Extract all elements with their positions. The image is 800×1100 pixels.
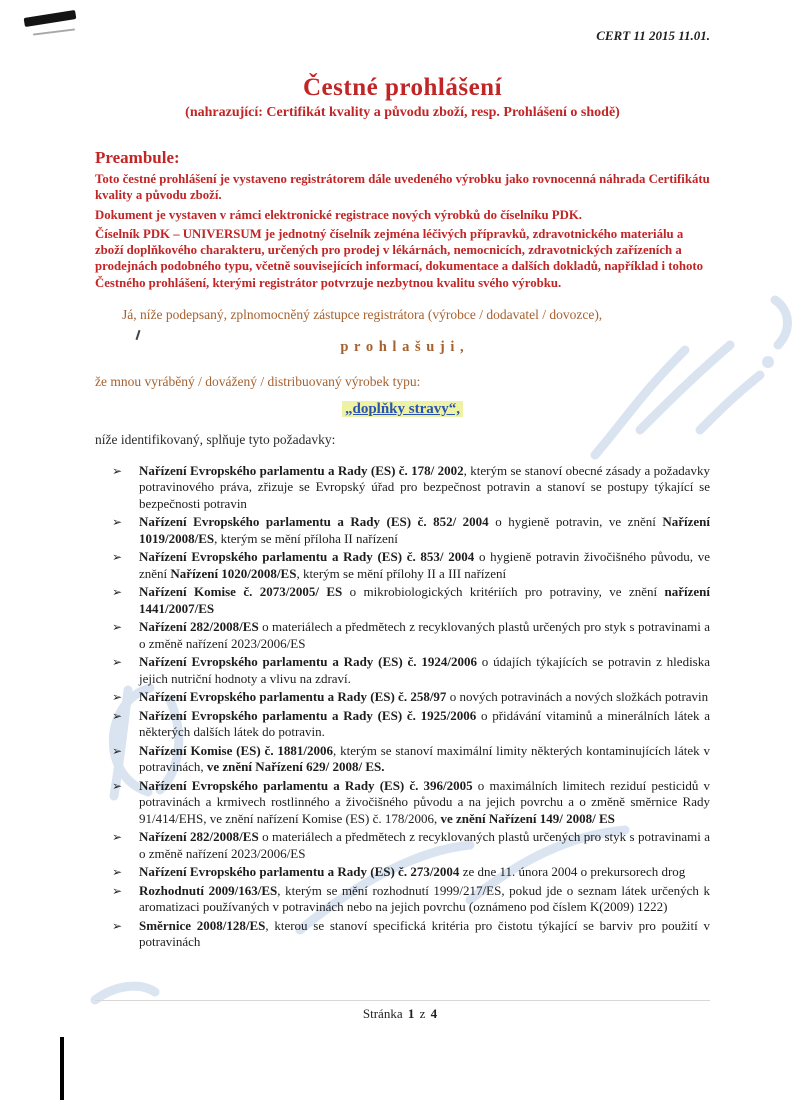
scan-artifact-bottom-left	[60, 1037, 64, 1100]
document-subtitle: (nahrazující: Certifikát kvality a původu zboží, resp. Prohlášení o shodě)	[185, 105, 620, 120]
bullet-arrow-icon: ➢	[112, 918, 123, 933]
footer-separator-text: z	[419, 1006, 426, 1021]
footer-total-pages: 4	[430, 1006, 438, 1021]
requirement-text: Nařízení Evropského parlamentu a Rady (ES) č. 1925/2006 o přidávání vitaminů a minerálních látek a některých dalších látek do potravin.	[139, 707, 711, 740]
bullet-arrow-icon: ➢	[112, 743, 123, 758]
requirement-text: Nařízení Evropského parlamentu a Rady (ES) č. 396/2005 o maximálních limitech reziduí pesticidů v potravinách a krmivech rostlinného a živočišného původu a na jejich povrchu a o změně směrnice Rady 91/414/EHS, ve znění nařízení Komise (ES) č. 178/2006, ve znění Nařízení 149/ 2008/ ES	[139, 777, 711, 826]
requirement-text: Směrnice 2008/128/ES, kterou se stanoví specifická kritéria pro čistotu týkající se barviv pro použití v potravinách	[139, 917, 711, 950]
preamble-paragraph-3: Číselník PDK – UNIVERSUM je jednotný číselník zejména léčivých přípravků, zdravotnického materiálu a zboží doplňkového charakteru, určených pro prodej v lékárnách, nemocnicích, zdravotnických zařízeních a prodejnách podobného typu, včetně souvisejících informací, dokumentace a dalších dokladů, například i tohoto Čestného prohlášení, kterými registrátor potvrzuje nezbytnou kvalitu svého výrobku.	[95, 226, 704, 290]
requirement-item	[112, 708, 710, 741]
bullet-arrow-icon: ➢	[112, 883, 123, 898]
requirements-intro: níže identifikovaný, splňuje tyto požadavky:	[95, 431, 336, 447]
requirements-list	[95, 463, 710, 951]
requirement-item	[112, 584, 710, 617]
footer-label: Stránka	[362, 1006, 403, 1021]
bullet-arrow-icon: ➢	[112, 708, 123, 723]
requirement-text: Nařízení Evropského parlamentu a Rady (ES) č. 853/ 2004 o hygieně potravin živočišného původu, ve znění Nařízení 1020/2008/ES, kterým se mění přílohy II a III nařízení	[139, 549, 711, 581]
requirement-item	[112, 743, 710, 776]
requirement-item	[112, 883, 710, 916]
bullet-arrow-icon: ➢	[112, 620, 123, 635]
bullet-arrow-icon: ➢	[112, 778, 123, 793]
document-title: Čestné prohlášení	[302, 74, 503, 101]
requirement-item	[112, 463, 710, 513]
page-footer	[0, 1006, 800, 1022]
bullet-arrow-icon: ➢	[112, 865, 123, 880]
bullet-arrow-icon: ➢	[112, 515, 123, 530]
requirement-text: Nařízení Komise (ES) č. 1881/2006, kterým se stanoví maximální limity některých kontaminujících látek v potravinách, ve znění Nařízení 629/ 2008/ ES.	[139, 742, 711, 775]
requirement-item	[112, 829, 710, 862]
preamble-heading: Preambule:	[95, 148, 180, 167]
requirement-item	[112, 514, 710, 547]
requirement-text: Nařízení Evropského parlamentu a Rady (ES) č. 1924/2006 o údajích týkajících se potravin z hlediska jejich nutriční hodnoty a vlivu na zdraví.	[139, 654, 711, 686]
bullet-arrow-icon: ➢	[112, 585, 123, 600]
requirement-item	[112, 918, 710, 951]
requirement-text: Nařízení Evropského parlamentu a Rady (ES) č. 273/2004 ze dne 11. února 2004 o prekursorech drog	[139, 864, 686, 880]
requirement-item	[112, 619, 710, 652]
bullet-arrow-icon: ➢	[112, 550, 123, 565]
requirement-text: Nařízení Evropského parlamentu a Rady (ES) č. 178/ 2002, kterým se stanoví obecné zásady a požadavky potravinového práva, zřizuje se Evropský úřad pro bezpečnost potravin a stanoví se postupy týkající se bezpečnosti potravin	[139, 462, 710, 511]
requirement-text: Nařízení 282/2008/ES o materiálech a předmětech z recyklovaných plastů určených pro styk s potravinami a o změně nařízení 2023/2006/ES	[139, 829, 710, 861]
requirement-text: Rozhodnutí 2009/163/ES, kterým se mění rozhodnutí 1999/217/ES, pokud jde o seznam látek určených k aromatizaci používaných v potravinách nebo na jejich povrchu (oznámeno pod číslem K(2009) 1222)	[139, 882, 710, 915]
declaration-verb: p r o h l a š u j i ,	[340, 338, 465, 355]
requirement-item	[112, 549, 710, 582]
bullet-arrow-icon: ➢	[112, 463, 123, 478]
requirement-item	[112, 864, 710, 881]
footer-separator	[95, 1000, 710, 1001]
requirement-text: Nařízení Evropského parlamentu a Rady (ES) č. 852/ 2004 o hygieně potravin, ve znění Nařízení 1019/2008/ES, kterým se mění příloha II nařízení	[139, 514, 710, 546]
preamble-paragraph-1: Toto čestné prohlášení je vystaveno registrátorem dále uvedeného výrobku jako rovnocenná náhrada Certifikátu kvality a původu zboží.	[95, 172, 710, 203]
requirement-item	[112, 654, 710, 687]
bullet-arrow-icon: ➢	[112, 690, 123, 705]
requirement-text: Nařízení Evropského parlamentu a Rady (ES) č. 258/97 o nových potravinách a nových složkách potravin	[139, 689, 709, 705]
bullet-arrow-icon: ➢	[112, 655, 123, 670]
product-type-line	[95, 400, 710, 418]
preamble-paragraph-2: Dokument je vystaven v rámci elektronické registrace nových výrobků do číselníku PDK.	[95, 207, 582, 222]
requirement-text: Nařízení 282/2008/ES o materiálech a předmětech z recyklovaných plastů určených pro styk s potravinami a o změně nařízení 2023/2006/ES	[139, 619, 710, 651]
bullet-arrow-icon: ➢	[112, 830, 123, 845]
document-reference: CERT 11 2015 11.01.	[596, 28, 710, 43]
requirement-item	[112, 689, 710, 706]
requirement-item	[112, 778, 710, 828]
product-type-highlighted: „doplňky stravy“,	[342, 401, 463, 417]
declaration-intro: Já, níže podepsaný, zplnomocněný zástupce registrátora (výrobce / dodavatel / dovozce),	[122, 306, 603, 322]
product-type-intro: že mnou vyráběný / dovážený / distribuovaný výrobek typu:	[95, 373, 421, 389]
requirement-text: Nařízení Komise č. 2073/2005/ ES o mikrobiologických kritériích pro potraviny, ve znění nařízení 1441/2007/ES	[139, 584, 710, 616]
footer-page-number: 1	[407, 1006, 415, 1021]
